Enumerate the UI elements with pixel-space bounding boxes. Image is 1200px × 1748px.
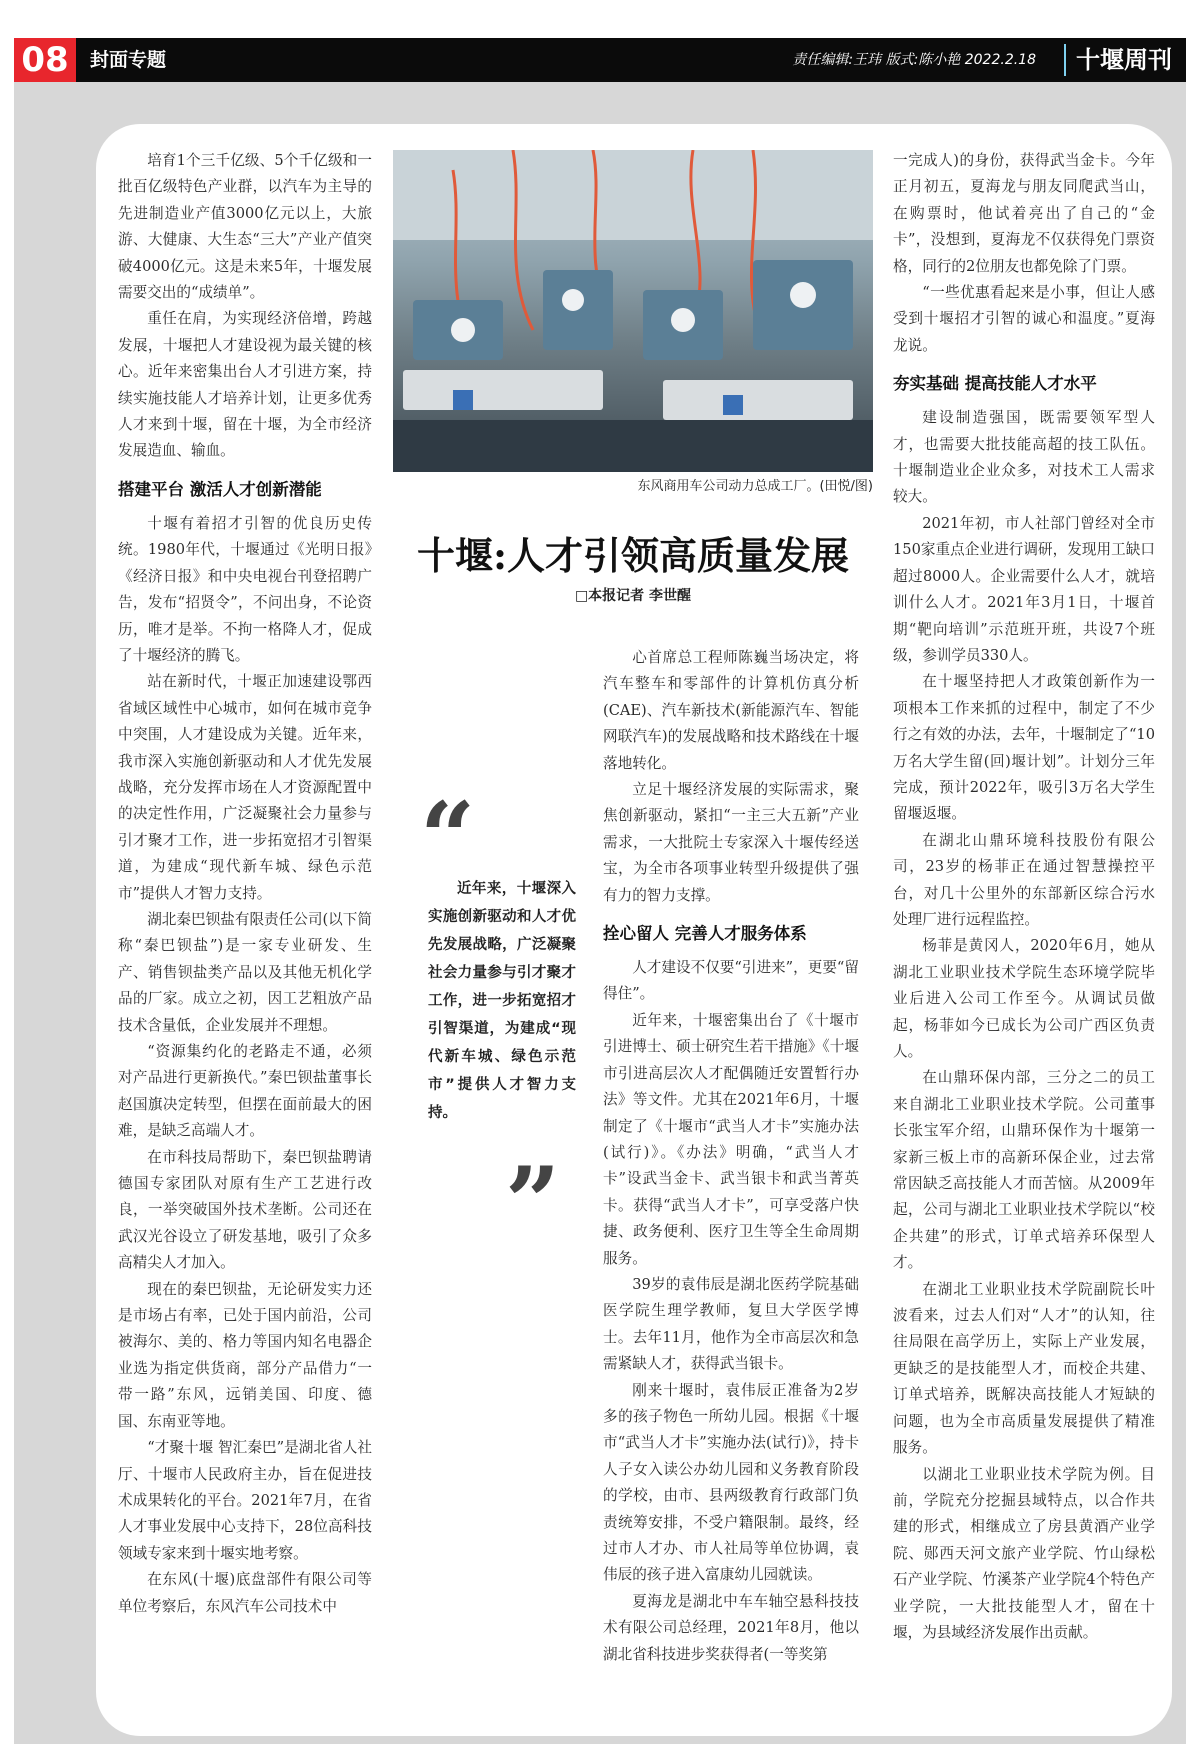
- paragraph: “才聚十堰 智汇秦巴”是湖北省人社厅、十堰市人民政府主办，旨在促进技术成果转化的平台。2021年7月，在省人才事业发展中心支持下，28位高科技领域专家来到十堰实地考察。: [118, 1439, 372, 1562]
- quote-open-mark: “: [420, 781, 476, 894]
- paragraph: 在湖北山鼎环境科技股份有限公司，23岁的杨菲正在通过智慧操控平台，对几十公里外的东部新区综合污水处理厂进行远程监控。: [893, 831, 1155, 928]
- photo-caption: 东风商用车公司动力总成工厂。(田悦/图): [637, 479, 873, 494]
- paragraph: 夏海龙是湖北中车车轴空悬科技技术有限公司总经理，2021年8月，他以湖北省科技进步奖获得者(一等奖第: [603, 1592, 859, 1663]
- paragraph: 在市科技局帮助下，秦巴钡盐聘请德国专家团队对原有生产工艺进行改良，一举突破国外技术垄断。公司还在武汉光谷设立了研发基地，吸引了众多高精尖人才加入。: [118, 1148, 372, 1272]
- paragraph: 站在新时代，十堰正加速建设鄂西省域区域性中心城市，如何在城市竞争中突围，人才建设成为关键。近年来，我市深入实施创新驱动和人才优先发展战略，充分发挥市场在人才资源配置中的决定性作用，广泛凝聚社会力量参与引才聚才工作，进一步拓宽招才引智渠道，为建成“现代新车城、绿色示范市”提供人才智力支持。: [118, 673, 372, 902]
- quote-close-mark: ”: [505, 1146, 561, 1259]
- newspaper-brand: 十堰周刊: [1064, 44, 1172, 76]
- paragraph: 心首席总工程师陈巍当场决定，将汽车整车和零部件的计算机仿真分析(CAE)、汽车新技术(新能源汽车、智能网联汽车)的发展战略和技术路线在十堰落地转化。: [603, 649, 859, 772]
- section-heading: 夯实基础 提高技能人才水平: [893, 374, 1097, 394]
- paragraph: “资源集约化的老路走不通，必须对产品进行更新换代。”秦巴钡盐董事长赵国旗决定转型，但摆在面前最大的困难，是缺乏高端人才。: [118, 1043, 372, 1140]
- pull-quote: 近年来，十堰深入实施创新驱动和人才优先发展战略，广泛凝聚社会力量参与引才聚才工作，进一步拓宽招才引智渠道，为建成“现代新车城、绿色示范市”提供人才智力支持。: [428, 881, 576, 1121]
- factory-photo-art: [393, 150, 873, 472]
- paragraph: 人才建设不仅要“引进来”，更要“留得住”。: [603, 959, 859, 1003]
- paragraph: 以湖北工业职业技术学院为例。目前，学院充分挖掘县域特点，以合作共建的形式，相继成立了房县黄酒产业学院、郧西天河文旅产业学院、竹山绿松石产业学院、竹溪茶产业学院4个特色产业学院，一大批技能型人才，留在十堰，为县域经济发展作出贡献。: [893, 1465, 1155, 1641]
- paragraph: 在东风(十堰)底盘部件有限公司等单位考察后，东风汽车公司技术中: [118, 1571, 372, 1615]
- page-header: [14, 38, 1186, 82]
- paragraph: 39岁的袁伟辰是湖北医药学院基础医学院生理学教师，复旦大学医学博士。去年11月，他作为全市高层次和急需紧缺人才，获得武当银卡。: [603, 1275, 859, 1373]
- paragraph: “一些优惠看起来是小事，但让人感受到十堰招才引智的诚心和温度。”夏海龙说。: [893, 284, 1155, 354]
- paragraph: 现在的秦巴钡盐，无论研发实力还是市场占有率，已处于国内前沿，公司被海尔、美的、格力等国内知名电器企业选为指定供货商，部分产品借力“一带一路”东风，远销美国、印度、德国、东南亚等地。: [118, 1280, 372, 1430]
- paragraph: 培育1个三千亿级、5个千亿级和一批百亿级特色产业群，以汽车为主导的先进制造业产值3000亿元以上，大旅游、大健康、大生态“三大”产业产值突破4000亿元。这是未来5年，十堰发展需要交出的“成绩单”。: [118, 152, 372, 302]
- article-byline: □本报记者 李世醒: [574, 588, 692, 604]
- paragraph: 在十堰坚持把人才政策创新作为一项根本工作来抓的过程中，制定了不少行之有效的办法，去年，十堰制定了“10万名大学生留(回)堰计划”。计划分三年完成，预计2022年，吸引3万名大学生留堰返堰。: [893, 673, 1155, 823]
- article-column-2: [603, 645, 859, 1668]
- section-heading: 搭建平台 激活人才创新潜能: [118, 479, 322, 499]
- paragraph: 十堰有着招才引智的优良历史传统。1980年代，十堰通过《光明日报》《经济日报》和中央电视台刊登招聘广告，发布“招贤令”，不问出身，不论资历，唯才是举。不拘一格降人才，促成了十堰经济的腾飞。: [118, 514, 372, 664]
- article-column-3: [893, 148, 1155, 1646]
- factory-photo: [393, 150, 873, 472]
- paragraph: 重任在肩，为实现经济倍增，跨越发展，十堰把人才建设视为最关键的核心。近年来密集出台人才引进方案，持续实施技能人才培养计划，让更多优秀人才来到十堰，留在十堰，为全市经济发展造血、输血。: [118, 310, 372, 460]
- paragraph: 在湖北工业职业技术学院副院长叶波看来，过去人们对“人才”的认知，往往局限在高学历上，实际上产业发展，更缺乏的是技能型人才，而校企共建、订单式培养，既解决高技能人才短缺的问题，也为全市高质量发展提供了精准服务。: [893, 1280, 1155, 1457]
- paragraph: 湖北秦巴钡盐有限责任公司(以下简称“秦巴钡盐”)是一家专业研发、生产、销售钡盐类产品以及其他无机化学品的厂家。成立之初，因工艺粗放产品技术含量低，企业发展并不理想。: [118, 910, 372, 1034]
- section-heading: 拴心留人 完善人才服务体系: [603, 924, 807, 944]
- article-headline: 十堰:人才引领高质量发展: [416, 533, 850, 578]
- paragraph: 一完成人)的身份，获得武当金卡。今年正月初五，夏海龙与朋友同爬武当山，在购票时，他试着亮出了自己的“金卡”，没想到，夏海龙不仅获得免门票资格，同行的2位朋友也都免除了门票。: [893, 152, 1155, 275]
- section-title: 封面专题: [90, 49, 167, 71]
- paragraph: 建设制造强国，既需要领军型人才，也需要大批技能高超的技工队伍。十堰制造业企业众多，对技术工人需求较大。: [893, 409, 1155, 506]
- article-column-1: [118, 148, 372, 1620]
- paragraph: 杨菲是黄冈人，2020年6月，她从湖北工业职业技术学院生态环境学院毕业后进入公司工作至今。从调试员做起，杨菲如今已成长为公司广西区负责人。: [893, 937, 1155, 1060]
- paragraph: 在山鼎环保内部，三分之二的员工来自湖北工业职业技术学院。公司董事长张宝军介绍，山鼎环保作为十堰第一家新三板上市的高新环保企业，过去常常因缺乏高技能人才而苦恼。从2009年起，公司与湖北工业职业技术学院以“校企共建”的形式，订单式培养环保型人才。: [893, 1069, 1155, 1272]
- editor-line: 责任编辑:王玮 版式:陈小艳 2022.2.18: [792, 52, 1036, 68]
- paragraph: 立足十堰经济发展的实际需求，聚焦创新驱动，紧扣“一主三大五新”产业需求，一大批院士专家深入十堰传经送宝，为全市各项事业转型升级提供了强有力的智力支撑。: [603, 781, 859, 904]
- page-number: 08: [14, 38, 76, 82]
- paragraph: 近年来，十堰密集出台了《十堰市引进博士、硕士研究生若干措施》《十堰市引进高层次人才配偶随迁安置暂行办法》等文件。尤其在2021年6月，十堰制定了《十堰市“武当人才卡”实施办法(试行)》。《办法》明确，“武当人才卡”设武当金卡、武当银卡和武当菁英卡。获得“武当人才卡”，可享受落户快捷、政务便利、医疗卫生等全生命周期服务。: [603, 1011, 859, 1267]
- paragraph: 刚来十堰时，袁伟辰正准备为2岁多的孩子物色一所幼儿园。根据《十堰市“武当人才卡”实施办法(试行)》，持卡人子女入读公办幼儿园和义务教育阶段的学校，由市、县两级教育行政部门负责统筹安排，不受户籍限制。最终，经过市人才办、市人社局等单位协调，袁伟辰的孩子进入富康幼儿园就读。: [603, 1381, 859, 1584]
- paragraph: 2021年初，市人社部门曾经对全市150家重点企业进行调研，发现用工缺口超过8000人。企业需要什么人才，就培训什么人才。2021年3月1日，十堰首期“靶向培训”示范班开班，共设7个班级，参训学员330人。: [893, 514, 1155, 664]
